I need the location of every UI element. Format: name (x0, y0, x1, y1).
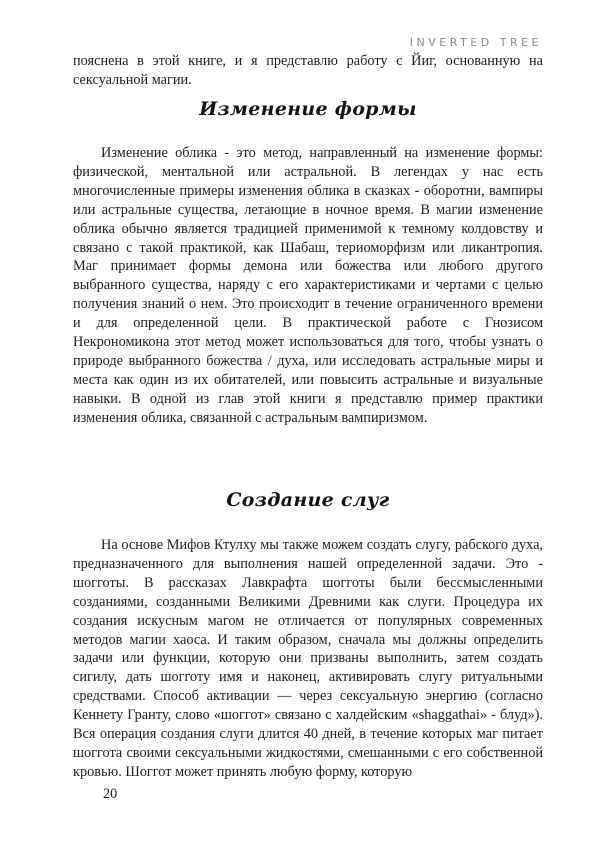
section-heading-shapeshifting: Изменение формы (199, 98, 417, 120)
page-number: 20 (103, 786, 118, 802)
servitors-paragraph: На основе Мифов Ктулху мы также можем создать слугу, рабского духа, предназначенного для выполнения нашей определенной задачи. Это - шогготы. В рассказах Лавкрафта шогготы были бессмысленными созданиями, созданными Великими Древними как слуги. Процедура их создания искусным магом не отличается от популярных современных методов магии хаоса. И таким образом, сначала мы должны определить задачи или функции, которую они призваны выполнить, затем создать сигилу, дать шогготу имя и наконец, активировать слугу ритуальными средствами. Способ активации — через сексуальную энергию (согласно Кеннету Гранту, слово «шоггот» связано с халдейским «shaggathai» - блуд»). Вся операция создания слуги длится 40 дней, в течение которых маг питает шоггота своими сексуальными жидкостями, смешанными с его собственной кровью. Шоггот может принять любую форму, которую (73, 537, 543, 780)
running-header: INVERTED TREE (409, 36, 542, 49)
section-servitors-body (73, 536, 543, 782)
intro-text-block (73, 52, 543, 90)
intro-paragraph: пояснена в этой книге, и я представлю работу с Йиг, основанную на сексуальной магии. (73, 53, 543, 88)
section-shapeshifting-body (73, 144, 543, 428)
section-heading-servitors: Создание слуг (226, 489, 390, 511)
shapeshifting-paragraph: Изменение облика - это метод, направленный на изменение формы: физической, ментальной или астральной. В легендах у нас есть многочисленные примеры изменения облика в сказках - оборотни, вампиры или астральные существа, летающие в ночное время. В магии изменение облика обычно является традицией применимой к темному колдовству и связано с такой практикой, как Шабаш, териоморфизм или ликантропия. Маг принимает формы демона или божества или любого другого выбранного существа, наряду с его характеристиками и чертами с целью получения знаний о нем. Это происходит в течение ограниченного времени и для определенной цели. В практической работе с Гнозисом Некрономикона этот метод может использоваться для того, чтобы узнать о природе выбранного божества / духа, или исследовать астральные миры и места как один из их обитателей, или повысить астральные и визуальные навыки. В одной из глав этой книги я представлю пример практики изменения облика, связанной с астральным вампиризмом. (73, 145, 543, 426)
